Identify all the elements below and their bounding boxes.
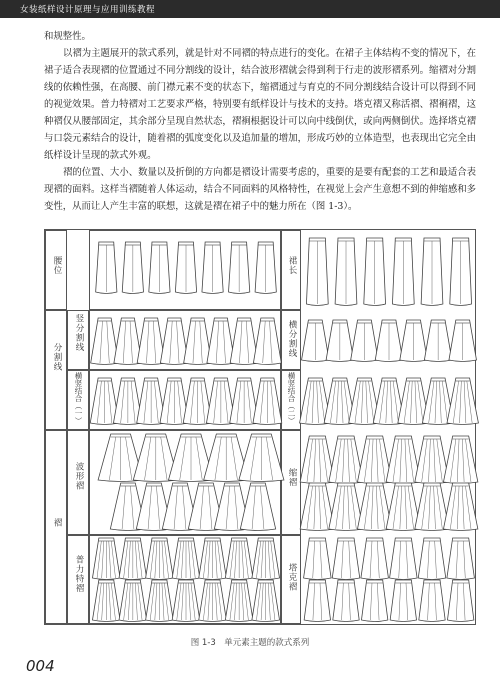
skirt-drawing	[447, 378, 478, 425]
skirt-drawing	[114, 318, 142, 365]
skirt-drawing	[172, 538, 200, 580]
skirt-drawing	[229, 242, 250, 294]
skirt-drawing	[225, 538, 253, 580]
skirt-drawing	[207, 318, 235, 365]
label-length: 裙长	[287, 256, 297, 275]
skirt-drawing	[447, 538, 475, 580]
skirt-drawing	[424, 320, 452, 362]
skirt-drawing	[199, 538, 227, 580]
label-vertical-split: 竖分割线	[74, 314, 84, 352]
skirt-drawing	[202, 242, 223, 294]
skirt-illustrations	[45, 230, 477, 626]
skirt-drawing	[450, 238, 472, 306]
skirt-drawing	[92, 580, 120, 622]
skirt-drawing	[329, 483, 363, 531]
page-number: 004	[26, 657, 55, 675]
skirt-drawing	[361, 538, 389, 580]
skirt-drawing	[252, 538, 280, 580]
skirt-drawing	[119, 538, 147, 580]
skirt-drawing	[91, 318, 119, 365]
skirt-drawing	[160, 318, 188, 365]
label-pleat-pleats: 普力特褶	[74, 555, 84, 593]
skirt-drawing	[357, 436, 391, 484]
skirt-drawing	[351, 320, 379, 362]
skirt-drawing	[175, 242, 196, 294]
skirt-drawing	[122, 242, 143, 294]
skirt-drawing	[357, 483, 391, 531]
skirt-drawing	[199, 580, 227, 622]
label-gather: 缩褶	[287, 468, 297, 487]
skirt-drawing	[419, 580, 445, 622]
skirt-drawing	[146, 538, 174, 580]
paragraph-1: 和规整性。	[44, 31, 91, 42]
skirt-drawing	[415, 483, 449, 531]
label-tuck: 塔克褶	[287, 563, 297, 592]
header-title: 女装纸样设计原理与应用训练教程	[20, 5, 156, 15]
skirt-drawing	[304, 580, 330, 622]
skirt-drawing	[332, 538, 360, 580]
skirt-drawing	[240, 483, 275, 531]
skirt-drawing	[375, 320, 403, 362]
skirt-drawing	[255, 242, 276, 294]
skirt-drawing	[146, 580, 174, 622]
skirt-drawing	[390, 580, 416, 622]
skirt-drawing	[96, 242, 117, 294]
skirt-drawing	[329, 436, 363, 484]
skirt-drawing	[333, 580, 359, 622]
skirt-drawing	[302, 320, 330, 362]
label-waist: 腰位	[52, 256, 62, 275]
paragraph-2: 以褶为主题展开的款式系列，就是针对不同褶的特点进行的变化。在裙子主体结构不变的情况下，在裙子适合表现褶的位置通过不同分割线的设计，结合波形褶就会得到利于行走的波形褶系列。缩褶对分割线的依赖性强，在高腰、前门襟元素不变的状态下，缩褶通过与育克的不同分割线结合设计可以得到不同的视觉效果。普力特褶对工艺要求严格，特别要有纸样设计与技术的支持。塔克褶又称活褶、褶裥褶，这种褶仅从腰部固定，其余部分呈现自然状态，褶裥根据设计可以向中线倒伏，或向两侧倒伏。选择塔克褶与口袋元素结合的设计，随着褶的弧度变化以及追加量的增加，形成巧妙的立体造型，也表现出它完全由纸样设计呈现的款式外观。	[44, 48, 476, 161]
body-text	[44, 28, 476, 215]
skirt-drawing	[447, 580, 473, 622]
skirt-drawing	[149, 242, 170, 294]
skirt-drawing	[449, 320, 477, 362]
skirt-drawing	[418, 538, 446, 580]
skirt-drawing	[300, 436, 334, 484]
label-flare: 波形褶	[74, 462, 84, 491]
skirt-drawing	[239, 434, 284, 482]
label-horizontal-split: 横分割线	[287, 320, 297, 358]
skirt-drawing	[172, 580, 200, 622]
skirt-drawing	[421, 238, 443, 306]
skirt-drawing	[306, 238, 328, 306]
skirt-drawing	[300, 483, 334, 531]
skirt-drawing	[184, 318, 212, 365]
label-yoke-vertical: 横竖结合（一）	[74, 372, 83, 425]
skirt-drawing	[253, 378, 282, 425]
skirt-drawing	[225, 580, 253, 622]
label-pleat: 褶	[52, 518, 62, 528]
skirt-drawing	[361, 580, 387, 622]
skirt-drawing	[364, 238, 386, 306]
skirt-drawing	[326, 320, 354, 362]
paragraph-3: 褶的位置、大小、数量以及折倒的方向都是褶设计需要考虑的，重要的是要有配套的工艺和最适合表现褶的面料。这样当褶随着人体运动，结合不同面料的风格特性，在视觉上会产生意想不到的伸缩感和多变性，从而让人产生丰富的联想，这就是褶在裙子中的魅力所在（图 1-3）。	[44, 167, 476, 212]
skirt-drawing	[253, 318, 281, 365]
skirt-drawing	[392, 238, 414, 306]
skirt-drawing	[390, 538, 418, 580]
running-header	[0, 0, 500, 18]
figure-caption: 图 1-3 单元素主题的款式系列	[190, 638, 310, 648]
figure-skirt-series	[44, 229, 476, 625]
label-yoke-vertical2: 横竖结合（二）	[287, 372, 296, 425]
skirt-drawing	[335, 238, 357, 306]
skirt-drawing	[415, 436, 449, 484]
skirt-drawing	[252, 580, 280, 622]
skirt-drawing	[304, 538, 332, 580]
skirt-drawing	[137, 318, 165, 365]
skirt-drawing	[386, 436, 420, 484]
skirt-drawing	[119, 580, 147, 622]
skirt-drawing	[230, 318, 258, 365]
skirt-drawing	[400, 320, 428, 362]
skirt-drawing	[386, 483, 420, 531]
skirt-drawing	[443, 483, 477, 531]
skirt-drawing	[443, 436, 477, 484]
label-split: 分割线	[52, 343, 62, 372]
skirt-drawing	[92, 538, 120, 580]
